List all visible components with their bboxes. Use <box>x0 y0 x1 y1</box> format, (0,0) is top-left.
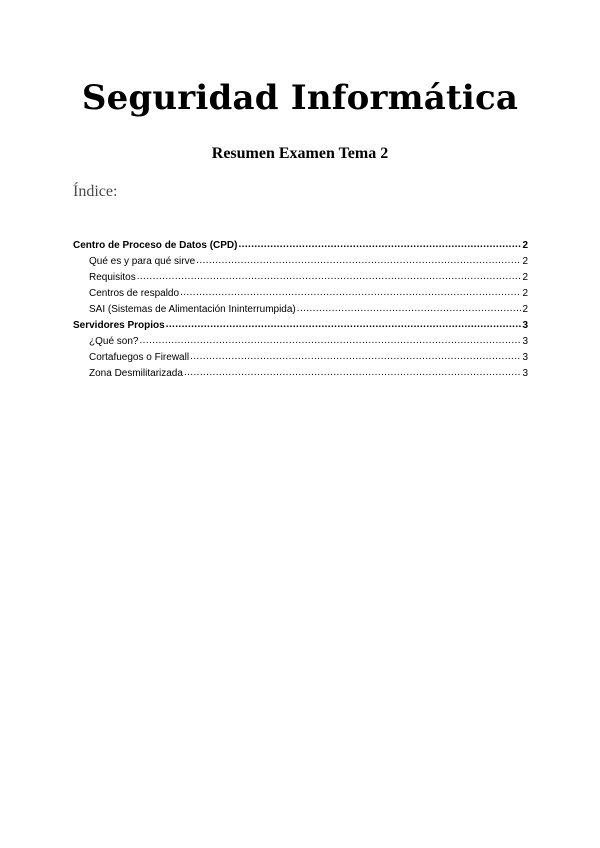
toc-entry-text: Cortafuegos o Firewall <box>89 352 190 363</box>
toc-entry-servidores-propios[interactable] <box>73 318 528 334</box>
toc-entry-page: 2 <box>522 304 528 315</box>
toc-entry-cpd[interactable] <box>73 238 528 254</box>
document-subtitle: Resumen Examen Tema 2 <box>211 145 389 162</box>
toc-entry-page: 2 <box>522 288 528 299</box>
toc-entry-page: 2 <box>522 240 528 251</box>
toc-entry-text: Centros de respaldo <box>89 288 180 299</box>
toc-entry-page: 3 <box>522 336 528 347</box>
toc-entry-page: 3 <box>522 368 528 379</box>
toc-entry-text: Centro de Proceso de Datos (CPD) <box>73 240 238 251</box>
toc-leader-dots <box>139 333 521 349</box>
toc-entry-text: Servidores Propios <box>73 320 165 331</box>
toc-entry-text: SAI (Sistemas de Alimentación Ininterrumpida) <box>89 304 296 315</box>
toc-entry-page: 3 <box>522 352 528 363</box>
toc-entry-page: 2 <box>522 256 528 267</box>
toc-leader-dots <box>137 269 522 285</box>
toc-entry-sai[interactable] <box>73 302 528 318</box>
index-heading: Índice: <box>73 183 118 200</box>
toc-entry-cortafuegos[interactable] <box>73 350 528 366</box>
toc-leader-dots <box>184 365 522 381</box>
toc-entry-requisitos[interactable] <box>73 270 528 286</box>
toc-entry-centros-respaldo[interactable] <box>73 286 528 302</box>
toc-entry-text: Qué es y para qué sirve <box>89 256 196 267</box>
toc-entry-que-es[interactable] <box>73 254 528 270</box>
toc-entry-page: 3 <box>522 320 528 331</box>
document-title: Seguridad Informática <box>81 78 519 118</box>
toc-leader-dots <box>180 285 521 301</box>
toc-leader-dots <box>297 301 522 317</box>
toc-leader-dots <box>166 317 522 333</box>
toc-entry-zona-desmilitarizada[interactable] <box>73 366 528 382</box>
toc-leader-dots <box>196 253 521 269</box>
toc-leader-dots <box>190 349 521 365</box>
table-of-contents <box>73 238 528 382</box>
toc-entry-text: Zona Desmilitarizada <box>89 368 183 379</box>
toc-entry-text: ¿Qué son? <box>89 336 139 347</box>
toc-entry-text: Requisitos <box>89 272 136 283</box>
toc-leader-dots <box>238 237 521 253</box>
toc-entry-page: 2 <box>522 272 528 283</box>
toc-entry-que-son[interactable] <box>73 334 528 350</box>
